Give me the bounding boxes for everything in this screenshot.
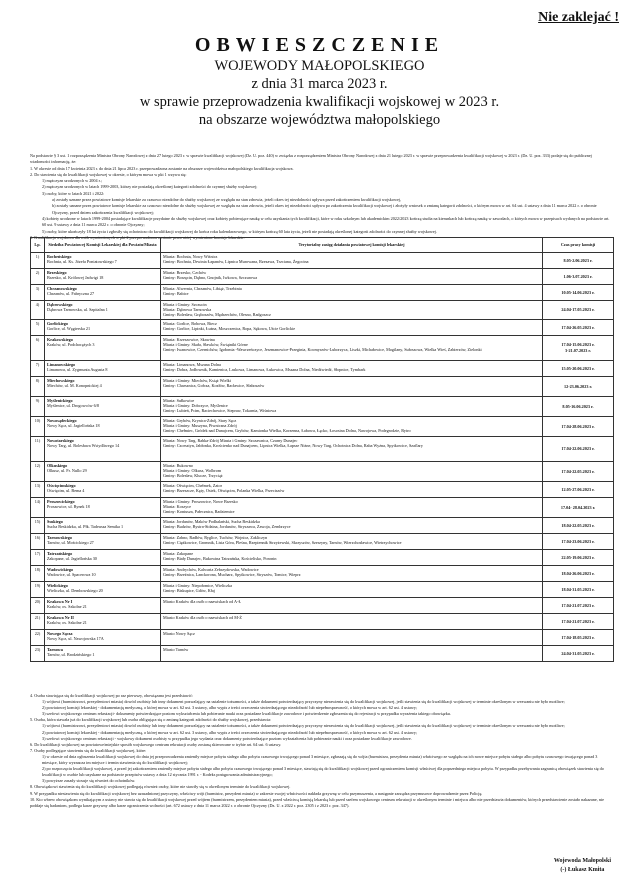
commission-address: Zakopane, ul. Jagiellońska 30 [47, 555, 97, 561]
intro-paragraph: 2. Do stawienia się do kwalifikacji wojskowej w okresie, o którym mowa w pkt 1 wzywa się: [30, 171, 187, 177]
outro-paragraph: 1) wójtowi (burmistrzowi, prezydentowi miasta) dowód osobisty lub inny dokument pozwalający na ustalenie tożsamości, a także dokument potwierdzający przyczyny nierawienia się do kwalifikacji wojskowej, jeśli stawienia się do kwalifikacji wojskowej w terminie określonym w wezwaniu nie było możliwe; [42, 723, 565, 729]
row-lp: 10) [31, 416, 45, 436]
outro-paragraph: 4. Osoba stawiająca się do kwalifikacji wojskowej po raz pierwszy, obowiązana jest przedstawić: [30, 693, 193, 698]
intro-paragraph: 3. Kwalifikacja wojskowa dla osób wymienionych w pkt 2 przeprowadzona zostanie przez niżej wymienione komisje lekarskie: [30, 234, 245, 240]
row-seat [45, 565, 161, 581]
row-seat [45, 436, 161, 461]
header-lp: Lp. [31, 238, 45, 253]
table-header [31, 238, 614, 253]
row-time: 17.04-15.06.2023 r. 3-21.07.2023 r. [543, 335, 614, 360]
row-area: Miasta: Alwernia, Chrzanów, Libiąż, Trzebinia Gminy: Babice [161, 285, 543, 301]
row-lp: 16) [31, 533, 45, 549]
row-area: Miasta i Gminy: Szczucin Miasta: Dąbrowa Tarnowska Gminy: Bolesław, Gręboszów, Mędrzechów, Olesno, Radgoszcz [161, 301, 543, 320]
intro-paragraph: 2) mężczyzn urodzonych w latach 1999-2003, którzy nie posiadają określonej kategorii zdolności do czynnej służby wojskowej; [42, 184, 258, 190]
commission-name: Tarnowskiego [47, 534, 72, 540]
commission-address: Sucha Beskidzka, ul. Płk. Tadeusza Semika 1 [47, 523, 124, 529]
commission-address: Wadowice, ul. Spacerowa 10 [47, 571, 96, 577]
commission-name: Wadowickiego [47, 566, 74, 572]
row-seat [45, 517, 161, 533]
row-seat [45, 645, 161, 661]
table-row [31, 416, 614, 436]
row-seat [45, 319, 161, 335]
row-time: 18.04-26.06.2023 r. [543, 565, 614, 581]
header-time: Czas pracy komisji [543, 238, 614, 253]
row-area: Miasto Kraków dla osób o nazwiskach od A-Ł [161, 597, 543, 613]
commission-address: Chrzanów, ul. Fabryczna 27 [47, 291, 95, 297]
row-time: 17.04-28.06.2023 r. [543, 416, 614, 436]
row-area: Miasto Kraków dla osób o nazwiskach od M-Ż [161, 613, 543, 629]
row-lp: 20) [31, 597, 45, 613]
row-lp: 2) [31, 269, 45, 285]
outro-paragraph: 2) powiatowej komisji lekarskiej - dokumentację medyczną, o której mowa w art. 62 ust. 3 ustawy, albo wypis z treści orzeczenia stwierdzającego niezdolność lub niepełnosprawność, o których mowa w art. 62 ust. 4 ustawy; [42, 705, 418, 711]
outro-paragraph: 1) wójtowi (burmistrzowi, prezydentowi miasta) dowód osobisty lub inny dokument pozwalający na ustalenie tożsamości, a także dokument potwierdzający przyczyny nierawienia się do kwalifikacji wojskowej, jeśli stawienia się do kwalifikacji wojskowej w terminie określonym w wezwaniu nie było możliwe; [42, 699, 565, 705]
row-time: 15.05-20.06.2023 r. [543, 360, 614, 376]
row-lp: 19) [31, 581, 45, 597]
table-row [31, 597, 614, 613]
row-time: 10.05-14.06.2023 r. [543, 285, 614, 301]
issuer: WOJEWODY MAŁOPOLSKIEGO [214, 58, 425, 74]
table-row [31, 301, 614, 320]
table-row [31, 360, 614, 376]
outro-paragraph: 1) w okresie od dnia ogłoszenia kwalifikacji wojskowej do dnia jej przeprowadzenia zmieniły miejsce pobytu stałego albo pobytu czasowego trwającego ponad 3 miesiące, zgłaszają się do wójta (burmistrza, prezydenta miasta) właściwego ze względu na ich nowe miejsce pobytu stałego albo pobytu czasowego trwającego ponad 3 miesiące, który wyznacza im miejsce i termin stawienia się do kwalifikacji wojskowej; [42, 753, 598, 766]
commission-address: Kraków, ul. Podchorążych 3 [47, 341, 95, 347]
row-lp: 17) [31, 549, 45, 565]
table-row [31, 533, 614, 549]
row-lp: 1) [31, 253, 45, 269]
intro-paragraph: b) zostały uznane przez powiatowe komisje lekarskie za czasowo niezdolne do służby wojskowej ze względu na stan zdrowia, jeżeli okres tej niezdolności upływa po zakończeniu kwalifikacji wojskowej i złożyły wniosek o zmianę kategorii zdolności, o którym mowa w art. 64 ust. 4 ustawy z dnia 11 marca 2022 r. o obronie Ojczyzny, przed dniem zakończenia kwalifikacji wojskowej; [52, 203, 597, 215]
row-area: Miasta: Nowy Targ, Rabka-Zdrój Miasta i Gminy: Szczawnica, Czarny Dunajec Gminy: Czorsztyn, Jabłonka, Krościenko nad Dunajcem, Lipnica Wielka, Łapsze Niżne, Nowy Targ, Ochotnica Dolna, Raba Wyżna, Spytkowice, Szaflary [161, 436, 543, 461]
date-line: z dnia 31 marca 2023 r. [251, 76, 388, 92]
row-seat [45, 497, 161, 517]
page-title: OBWIESZCZENIE [194, 34, 445, 56]
outro-text [30, 693, 611, 809]
commission-address: Dąbrowa Tarnowska, ul. Szpitalna 1 [47, 307, 108, 313]
commission-name: Nowosądeckiego [47, 417, 77, 423]
row-area: Miasta: Jordanów, Maków Podhalański, Sucha Beskidzka Gminy: Budzów, Bystra-Sidzina, Jordanów, Stryszawa, Zawoja, Zembrzyce [161, 517, 543, 533]
outro-paragraph: 9. W przypadku niestawienia się do kwalifikacji wojskowej bez uzasadnionej przyczyny, właściwy wójt (burmistrz, prezydent miasta) w zakresie swojej właściwości nakłada grzywnę w celu przymuszenia, a następnie zarządza przymusowe doprowadzenie przez Policję. [30, 790, 483, 796]
row-area: Miasta: Gorlice, Bobowa, Biecz Gminy: Gorlice, Lipinki, Łużna, Moszczenica, Ropa, Sękowa, Uście Gorlickie [161, 319, 543, 335]
table-row [31, 517, 614, 533]
commission-name: Wielickiego [47, 582, 68, 588]
row-lp: 23) [31, 645, 45, 661]
commission-name: Krakowa Nr I [47, 598, 73, 604]
commission-name: Proszowickiego [47, 498, 75, 504]
table-row [31, 581, 614, 597]
row-area: Miasta: Andrychów, Kalwaria Zebrzydowska, Wadowice Gminy: Brzeźnica, Lanckorona, Mucharz, Spytkowice, Stryszów, Tomice, Wieprz [161, 565, 543, 581]
commission-address: Miechów, ul. M. Konopnickiej 4 [47, 382, 102, 388]
signature-name: (-) Łukasz Kmita [560, 867, 605, 873]
row-seat [45, 285, 161, 301]
intro-paragraph: 4) kobiety urodzone w latach 1999-2004 posiadające kwalifikacje przydatne do służby wojskowej oraz kobiety pobierające naukę w celu uzyskania tych kwalifikacji, które w roku szkolnym lub akademickim 2022/2023 kończą studia na kierunkach lub kończą naukę w zawodach, o których mowa w przepisach wydanych na podstawie art. 60 ust. 9 ustawy z dnia 11 marca 2022 r. o obronie Ojczyzny; [42, 215, 610, 228]
commission-address: Oświęcim, ul. Bema 4 [47, 487, 85, 493]
row-seat [45, 396, 161, 416]
commission-name: Chrzanowskiego [47, 286, 77, 291]
row-seat [45, 360, 161, 376]
row-area: Miasta: Oświęcim, Chełmek, Zator Gminy: Brzeszcze, Kęty, Osiek, Oświęcim, Polanka Wielka, Przeciszów [161, 481, 543, 497]
row-lp: 21) [31, 613, 45, 629]
row-lp: 5) [31, 319, 45, 335]
commission-name: Dąbrowskiego [47, 302, 73, 307]
row-seat [45, 301, 161, 320]
subject-line: w sprawie przeprowadzenia kwalifikacji wojskowej w 2023 r. [139, 94, 500, 110]
row-area: Miasto Nowy Sącz [161, 629, 543, 645]
commission-name: Limanowskiego [47, 361, 76, 367]
row-area: Miasta: Zakopane Gminy: Biały Dunajec, Bukowina Tatrzańska, Kościelisko, Poronin [161, 549, 543, 565]
row-lp: 6) [31, 335, 45, 360]
row-lp: 14) [31, 497, 45, 517]
commission-address: Tarnów, ul. Brodzińskiego 1 [47, 651, 95, 657]
row-area: Miasta: Bukowno Miasta i Gminy: Olkusz, Wolbrom Gminy: Bolesław, Klucze, Trzyciąż [161, 461, 543, 481]
commission-name: Suskiego [47, 518, 63, 524]
row-lp: 3) [31, 285, 45, 301]
row-time: 17.04-23.06.2023 r. [543, 533, 614, 549]
outro-paragraph: 8. Obowiązkowi stawienia się do kwalifikacji wojskowej podlegają również osoby, które nie stawiły się w określonym terminie do kwalifikacji wojskowej. [30, 784, 291, 790]
intro-paragraph: 3) osoby, które w latach 2021 i 2022: [42, 190, 105, 196]
row-time: 12-23.06.2023 r. [543, 376, 614, 396]
row-time: 8.05-16.06.2023 r. [543, 396, 614, 416]
row-area: Miasta: Krzeszowice, Skawina Miasta i Gminy: Skała, Sławków, Świątniki Górne Gminy: Iwanowice, Czernichów, Igołomia -Wawrzeńczyce, Jerzmanowice-Przeginia, Kocmyrzów-Luborzyca, Liszki, Michałowice, Mogilany, Sułoszowa, Wielka Wieś, Zabierzów, Zielonki [161, 335, 543, 360]
table-row [31, 549, 614, 565]
outro-paragraph: 6. Do kwalifikacji wojskowej na powiatowe/miejskie sposób wojskowego centrum rekrutacji osoby zostaną skierowane w trybie art. 64 ust. 6 ustawy. [30, 741, 282, 747]
row-time: 17.04-21.07.2023 r. [543, 613, 614, 629]
row-lp: 13) [31, 481, 45, 497]
commission-address: Bochnia, ul. Ks. Józefa Poniatowskiego 7 [47, 259, 117, 265]
row-time: 12.05-27.06.2023 r. [543, 481, 614, 497]
table-row [31, 461, 614, 481]
intro-paragraph: 1) mężczyzn urodzonych w 2004 r.; [42, 178, 103, 184]
row-area: Miasta: Bochnia, Nowy Wiśnicz Gminy: Bochnia, Drwinia Łapanów, Lipnica Murowana, Rzezawa, Trzciana, Żegocina [161, 253, 543, 269]
row-time: 24.04-31.05.2023 r. [543, 645, 614, 661]
row-lp: 4) [31, 301, 45, 320]
commission-address: Kraków, os. Szkolne 21 [47, 619, 87, 625]
commission-name: Bocheńskiego [47, 254, 72, 259]
row-area: Miasta i Gminy: Proszowice, Nowe Brzesko Miasta: Koszyce Gminy: Koniusza, Pałecznica, Radziemice [161, 497, 543, 517]
row-area: Miasta: Sułkowice Miasta i Gminy: Dobczyce, Myślenice Gminy: Lubień, Pcim, Raciechowice, Siepraw, Tokarnia, Wiśniowa [161, 396, 543, 416]
table-row [31, 253, 614, 269]
table-row [31, 376, 614, 396]
row-time: 8.05-2.06.2023 r. [543, 253, 614, 269]
region-line: na obszarze województwa małopolskiego [198, 112, 441, 128]
signature-role: Wojewoda Małopolski [553, 858, 611, 864]
header [0, 34, 639, 130]
row-seat [45, 461, 161, 481]
table-row [31, 613, 614, 629]
row-lp: 7) [31, 360, 45, 376]
row-lp: 12) [31, 461, 45, 481]
commission-name: Nowotarskiego [47, 437, 74, 443]
commission-name: Gorlickiego [47, 320, 68, 326]
commission-address: Nowy Targ, ul. Bolesława Wstydliwego 14 [47, 442, 120, 448]
row-time: 17.04- 28.04.2023 r. [543, 497, 614, 517]
commission-name: Olkuskiego [47, 462, 68, 468]
table-row [31, 629, 614, 645]
row-seat [45, 629, 161, 645]
table-row [31, 436, 614, 461]
table-row [31, 497, 614, 517]
commission-address: Olkusz, ul. Fr. Nullo 29 [47, 467, 87, 473]
row-lp: 18) [31, 565, 45, 581]
row-area: Miasta: Grybów, Krynica-Zdrój, Stary Sącz Miasta i Gminy: Muszyna, Piwniczna Zdrój Gminy: Chełmiec, Gródek nad Dunajcem, Grybów, Kamionka Wielka, Korzenna, Łabowa, Łącko, Łososina Dolna, Nawojowa, Podegrodzie, Rytro [161, 416, 543, 436]
table-row [31, 645, 614, 661]
commission-name: Tarnowa [47, 646, 63, 652]
row-time: 22.05-19.06.2023 r. [543, 549, 614, 565]
row-seat [45, 269, 161, 285]
row-lp: 11) [31, 436, 45, 461]
outro-paragraph: 2) powiatowej komisji lekarskiej - dokumentację medyczną, o której mowa w art. 62 ust. 3 ustawy, albo wypis z treści orzeczenia stwierdzającego niezdolność lub niepełnosprawność, o których mowa w art. 62 ust. 4 ustawy; [42, 729, 418, 735]
commissions-table [30, 234, 614, 662]
outro-paragraph: 7. Osoby podlegające stawieniu się do kwalifikacji wojskowej, które: [30, 747, 147, 753]
commission-name: Tatrzańskiego [47, 550, 73, 556]
commission-name: Nowego Sącza [47, 630, 73, 636]
outro-paragraph: 10. Kto wbrew obowiązkom wynikającym z ustawy nie stawia się do kwalifikacji wojskowej przed wójtem (burmistrzem, prezydentem miasta), przed właściwą komisją lekarską lub przed szefem wojskowego centrum rekrutacji w określonym terminie i miejscu albo nie przedstawia dokumentów, których przedstawienie zostało nakazane, nie poddaje się badaniom, podlega karze grzywny albo karze ograniczenia wolności (art. 672 ustawy z dnia 11 marca 2022 r. o obronie Ojczyzny (Dz. U. z 2022 r. poz. 2305 i z 2023 r. poz. 347). [30, 796, 604, 808]
row-seat [45, 481, 161, 497]
row-time: 1.06-3.07.2023 r. [543, 269, 614, 285]
row-time: 17.04-22.05.2023 r. [543, 461, 614, 481]
intro-paragraph: 1. W okresie od dnia 17 kwietnia 2023 r. do dnia 21 lipca 2023 r. przeprowadzona zostanie na obszarze województwa małopolskiego kwalifikacja wojskowa. [30, 165, 294, 171]
row-seat [45, 533, 161, 549]
commission-name: Miechowskiego [47, 377, 75, 383]
outro-paragraph: 5. Osoba, która stawała już do kwalifikacji wojskowej lub osoba obligująca się o zmianę kategorii zdolności do służby wojskowej, przedstawia: [30, 717, 272, 723]
row-seat [45, 335, 161, 360]
row-seat [45, 416, 161, 436]
row-time: 17.04-22.06.2023 r. [543, 436, 614, 461]
commission-address: Tarnów, ul. Mościckiego 27 [47, 539, 94, 545]
header-seat: Siedziba Powiatowej Komisji Lekarskiej dla Powiatu/Miasta [45, 238, 161, 253]
row-area: Miasto Tarnów [161, 645, 543, 661]
intro-paragraph: 5) osoby, które ukończyły 18 lat życia i zgłosiły się ochotniczo do kwalifikacji wojskowej do końca roku kalendarzowego, w którym kończą 60 lata życia, jeżeli nie posiadają określonej kategorii zdolności do czynnej służby wojskowej. [42, 228, 437, 234]
commission-name: Brzeskiego [47, 270, 67, 275]
row-seat [45, 581, 161, 597]
row-area: Miasta: Limanowa, Mszana Dolna Gminy: Dobra, Jodłownik, Kamienica, Laskowa, Limanowa, Łukowica, Mszana Dolna, Niedźwiedź, Słopnice, Tymbark [161, 360, 543, 376]
outro-paragraph: 3) powyższe zasady stosuje się również do ochotników. [42, 778, 136, 784]
row-area: Miasta i Gminy: Niepołomice, Wieliczka Gminy: Biskupice, Gdów, Kłaj [161, 581, 543, 597]
row-time: 17.04-26.05.2023 r. [543, 319, 614, 335]
row-lp: 8) [31, 376, 45, 396]
header-area: Terytorialny zasięg działania powiatowej komisji lekarskiej [161, 238, 543, 253]
row-area: Miasta: Zabno, Radłów, Ryglice, Tuchów, Wojnicz, Zakliczyn Gminy: Ciężkowice, Gromnik, Lisia Góra, Pleśna, Rzepiennik Strzyżewski, Skrzyszów, Szerzyny, Tarnów, Wierzchosławice, Wietrzychowice [161, 533, 543, 549]
table-row [31, 396, 614, 416]
table-row [31, 335, 614, 360]
commission-address: Kraków, os. Szkolne 21 [47, 603, 87, 609]
table-row [31, 565, 614, 581]
intro-paragraph: Na podstawie § 3 ust. 1 rozporządzenia Ministra Obrony Narodowej z dnia 27 lutego 2023 r. w sprawie kwalifikacji wojskowej (Dz. U. poz. 440) w związku z rozporządzeniem Ministra Obrony Narodowej z dnia 21 lutego 2023 r. w sprawie przeprowadzenia kwalifikacji wojskowej w 2023 r. (Dz. U. poz. 333) podaje się do publicznej wiadomości informację, że: [30, 153, 592, 165]
table-row [31, 285, 614, 301]
row-time: 17.04-21.07.2023 r. [543, 597, 614, 613]
row-lp: 9) [31, 396, 45, 416]
commission-name: Myślenickiego [47, 397, 73, 403]
table-row [31, 481, 614, 497]
commission-address: Gorlice, ul. Węgierska 21 [47, 325, 91, 331]
row-seat [45, 613, 161, 629]
table-row [31, 269, 614, 285]
row-lp: 22) [31, 629, 45, 645]
commission-address: Limanowa, ul. Zygmunta Augusta 8 [47, 366, 108, 372]
row-time: 17.04-18.05.2023 r. [543, 629, 614, 645]
intro-paragraph: a) zostały uznane przez powiatowe komisje lekarskie za czasowo niezdolne do służby wojskowej ze względu na stan zdrowia, jeżeli okres tej niezdolności upływa przed zakończeniem kwalifikacji wojskowej, [52, 197, 402, 203]
outro-paragraph: 3) szefowi wojskowego centrum rekrutacji - wojskowy dokument osobisty w przypadku jego wydania oraz dokumenty potwierdzające poziom wykształcenia lub pobieranie nauki i oraz posiadane kwalifikacje zawodowe. [42, 735, 412, 741]
outro-paragraph: 3) szefowi wojskowego centrum rekrutacji- dokumenty potwierdzające poziom wykształcenia lub pobieranie nauki oraz posiadane kwalifikacje zawodowe i potwierdzenie zgłoszenia się do rejestracji w przypadku wyrażenia takiego obowiązku. [42, 711, 451, 717]
row-time: 18.04-22.05.2023 r. [543, 517, 614, 533]
row-area: Miasta i Gminy: Miechów, Książ Wielki Gminy: Charsznica, Gołcza, Kozłów, Racławice, Słaboszów [161, 376, 543, 396]
table-row [31, 319, 614, 335]
commission-name: Oświęcimskiego [47, 482, 76, 488]
commission-address: Nowy Sącz, ul. Jagiellońska 18 [47, 422, 100, 428]
row-seat [45, 253, 161, 269]
row-seat [45, 376, 161, 396]
commission-name: Krakowskiego [47, 336, 73, 342]
commission-address: Proszowice, ul. Rynek 18 [47, 503, 90, 509]
row-area: Miasta: Brzesko, Czchów Gminy: Borzęcin, Dębno, Gnojnik, Iwkowa, Szczurowa [161, 269, 543, 285]
signature [554, 857, 611, 875]
commission-address: Nowy Sącz, ul. Nawojowska 17A [47, 635, 104, 641]
row-lp: 15) [31, 517, 45, 533]
notice-label: Nie zaklejać ! [538, 10, 619, 25]
row-seat [45, 597, 161, 613]
row-time: 18.04-31.05.2023 r. [543, 581, 614, 597]
row-time: 24.04-17.05.2023 r. [543, 301, 614, 320]
row-seat [45, 549, 161, 565]
intro-text [30, 153, 611, 241]
commission-address: Wieliczka, ul. Dembowskiego 20 [47, 587, 103, 593]
commission-address: Myślenice, ul. Drogowców 6/8 [47, 402, 99, 408]
commission-address: Brzesko, ul. Królowej Jadwigi 18 [47, 275, 104, 281]
commission-name: Krakowa Nr II [47, 614, 74, 620]
outro-paragraph: 2) po rozpoczęciu kwalifikacji wojskowej, a przed jej zakończeniem zmieniły miejsce pobytu stałego albo pobytu czasowego trwającego ponad 3 miesiące, stawiają się do kwalifikacji wojskowej przed ograniczeniem komisji właściwej dla poprzedniego miejsca pobytu. W przypadku przebywania zagranicą obowiązek stawienia się do kwalifikacji w osobie lub uzyskane na podstawie przepisów ustawy z dnia 12 stycznia 1991 r. - Kodeks postępowania administracyjnego; [42, 766, 604, 778]
